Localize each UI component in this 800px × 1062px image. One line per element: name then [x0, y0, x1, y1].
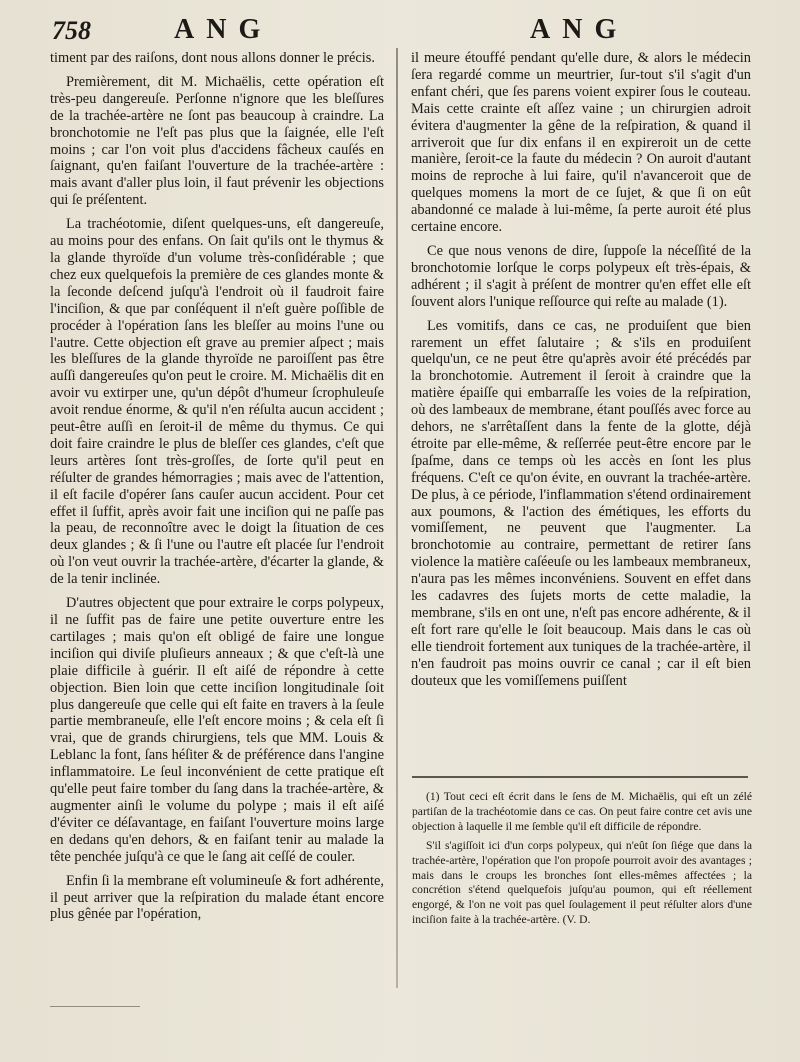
paragraph: D'autres objectent que pour extraire le corps polypeux, il ne ſuffit pas de faire une petite ouverture entre les cartilages ; mais qu'on eſt obligé de faire une longue inciſion qui diviſe pluſieurs anneaux ; & que c'eſt-là une plaie difficile à guérir. Il eſt aiſé de répondre à cette objection. Bien loin que cette inciſion longitudinale ſoit plus dangereuſe que celle qui eſt faite en travers à la ſeule partie membraneuſe, elle l'eſt encore moins ; & cela eſt ſi vrai, que de grands chirurgiens, tels que MM. Louis & Leblanc la font, ſans héſiter & de préférence dans l'angine inflammatoire. Le ſeul inconvénient de cette pratique eſt qu'elle peut faire tomber du ſang dans la trachée-artère, & augmenter ainſi le volume du polype ; mais il eſt aiſé d'éviter ce déſavantage, en faiſant l'ouverture moins large en dedans qu'en dehors, & en faiſant tenir au malade la tête penchée juſqu'à ce que le ſang ait ceſſé de couler.: [50, 595, 384, 865]
running-head-right: ANG: [530, 14, 629, 45]
right-column: [411, 50, 751, 697]
footnote-rule: [412, 776, 748, 778]
page-header: [50, 14, 778, 46]
footnote: (1) Tout ceci eſt écrit dans le ſens de M. Michaëlis, qui eſt un zélé partiſan de la trachéotomie dans ce cas. On peut faire contre cet avis une objection à laquelle il me ſemble qu'il eſt difficile de répondre.: [412, 790, 752, 833]
paragraph: La trachéotomie, diſent quelques-uns, eſt dangereuſe, au moins pour des enfans. On ſait qu'ils ont le thymus & la glande thyroïde d'un volume très-conſidérable ; que chez eux quelquefois la première de ces glandes monte & la ſeconde deſcend juſqu'à l'endroit où il faudroit faire l'inciſion, & que par conſéquent il n'eſt guère poſſible de procéder à l'opération ſans les bleſſer au moins l'une ou l'autre. Cette objection eſt grave au premier aſpect ; mais les bleſſures de la glande thyroïde ne paroiſſent pas être auſſi dangereuſes qu'on peut le croire. M. Michaëlis dit en avoir vu extirper une, qu'un dépôt d'humeur ſcrophuleuſe avoit rendue énorme, & qu'il n'en réſulta aucun accident ; peut-être auſſi en ſeroit-il de même du thymus. Ce qui doit faire craindre le plus de bleſſer ces glandes, c'eſt que leurs artères ſont très-groſſes, de ſorte qu'il peut en réſulter de grandes hémorragies ; mais avec de l'attention, il eſt facile d'opérer ſans cauſer aucun accident. Pour cet effet il ſuffit, après avoir fait une inciſion qui ne paſſe pas la peau, de reconnoître avec le doigt la ſituation de ces deux glandes ; & ſi l'une ou l'autre eſt placée ſur l'endroit où l'on veut ouvrir la trachée-artère, d'écarter la glande, & de la tenir inclinée.: [50, 216, 384, 588]
left-column: [50, 50, 384, 930]
column-divider: [396, 48, 398, 988]
page-number: 758: [52, 16, 91, 45]
running-head-left: ANG: [174, 14, 273, 45]
paragraph: Les vomitifs, dans ce cas, ne produiſent que bien rarement un effet ſalutaire ; & s'ils en produiſent quelqu'un, ce ne peut être qu'après avoir été précédés par la bronchotomie. Autrement il ſeroit à craindre que la matière épaiſſe qui embarraſſe les voies de la reſpiration, où des lambeaux de membrane, étant pouſſés avec force au dehors, ne s'arrêtaſſent dans la fente de la glotte, déjà étroite par elle-même, & reſſerrée peut-être encore par le ſpaſme, dans ce temps où les accès en ſont les plus fréquens. C'eſt ce qu'on évite, en ouvrant la trachée-artère. De plus, à ce période, l'inflammation s'étend ordinairement aux poumons, & l'action des émétiques, les efforts du vomiſſement, ne peuvent que l'augmenter. La bronchotomie au contraire, permettant de retirer ſans violence la matière caſéeuſe ou les lambeaux membraneux, n'aura pas les mêmes inconvéniens. Souvent en effet dans les cadavres des ſujets morts de cette maladie, la membrane, s'ils en ont une, n'eſt pas encore adhérente, & il eſt fort rare qu'elle le ſoit beaucoup. Mais dans le cas où elle tiendroit fortement aux tuniques de la trachée-artère, il n'en faudroit pas moins ouvrir ce canal ; car il eſt bien douteux que les vomiſſemens puiſſent: [411, 317, 751, 689]
paragraph: Ce que nous venons de dire, ſuppoſe la néceſſité de la bronchotomie lorſque le corps polypeux eſt très-épais, & adhérent ; il s'agit à préſent de montrer qu'en effet elle eſt ſouvent alors l'unique reſſource qui reſte au malade (1).: [411, 242, 751, 310]
bottom-rule-mark: [50, 1000, 140, 1007]
paragraph: Enfin ſi la membrane eſt volumineuſe & fort adhérente, il peut arriver que la reſpiration du malade étant encore plus gênée par l'opération,: [50, 872, 384, 923]
paragraph: timent par des raiſons, dont nous allons donner le précis.: [50, 50, 375, 66]
paragraph: Premièrement, dit M. Michaëlis, cette opération eſt très-peu dangereuſe. Perſonne n'ignore que les bleſſures de la trachée-artère ne ſont pas beaucoup à craindre. La bronchotomie ne l'eſt pas plus que la ſaignée, elle l'eſt moins ; car l'on voit plus d'accidens fâcheux cauſés en ſaignant, qu'en faiſant l'ouverture de la trachée-artère : mais avant d'aller plus loin, il faut prévenir les objections qui ſe préſentent.: [50, 73, 384, 209]
paragraph: il meure étouffé pendant qu'elle dure, & alors le médecin ſera regardé comme un meurtrier, ſur-tout s'il s'agit d'un enfant chéri, que ſes parens voient expirer ſous le couteau. Mais cette crainte eſt aſſez vaine ; un chirurgien adroit évitera d'augmenter la gêne de la reſpiration, & quand il arriveroit que ſur dix enfans il en expireroit un de cette manière, ſeroit-ce la faute du médecin ? On auroit d'autant moins de reproche à lui faire, qu'il n'avanceroit que de quelques momens la mort de ce ſujet, & que ſi on eût abandonné ce malade à lui-même, ſa perte auroit été plus certaine encore.: [411, 50, 751, 236]
footnotes: [412, 790, 752, 932]
footnote: S'il s'agiſſoit ici d'un corps polypeux, qui n'eût ſon ſiége que dans la trachée-artère, l'opération que l'on propoſe pourroit avoir des avantages ; mais dans le croups les bronches ſont elles-mêmes affectées ; la concrétion s'étend quelquefois juſqu'au poumon, qui eſt réellement engorgé, & l'on ne voit pas quel ſoulagement il peut réſulter alors d'une inciſion faite à la trachée-artère. (V. D.: [412, 838, 752, 927]
